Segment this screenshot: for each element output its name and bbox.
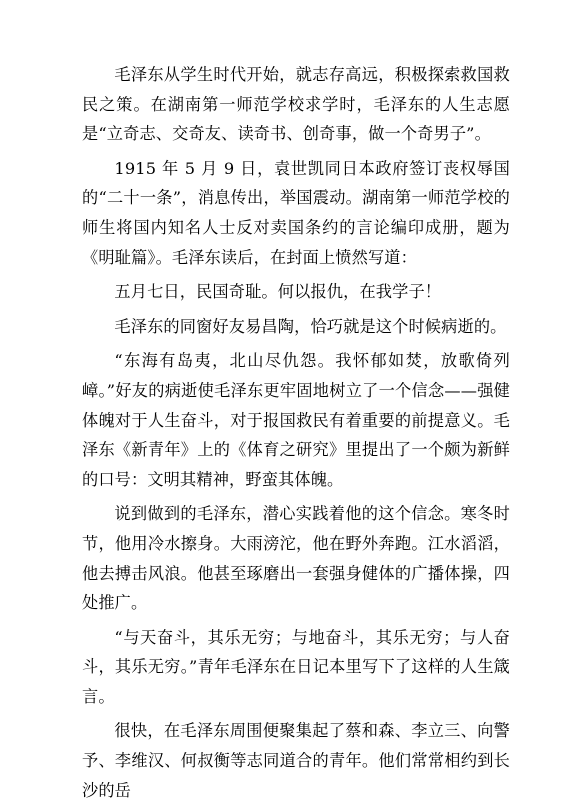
paragraph: 说到做到的毛泽东，潜心实践着他的这个信念。寒冬时节，他用冷水擦身。大雨滂沱，他在野外奔跑。江水滔滔，他去搏击风浪。他甚至琢磨出一套强身健体的广播体操，四处推广。 (82, 504, 510, 613)
document-body (82, 60, 510, 810)
paragraph: 毛泽东从学生时代开始，就志存高远，积极探索救国救民之策。在湖南第一师范学校求学时，毛泽东的人生志愿是“立奇志、交奇友、读奇书、创奇事，做一个奇男子”。 (82, 65, 510, 144)
paragraph: 毛泽东的同窗好友易昌陶，恰巧就是这个时候病逝的。 (114, 316, 507, 336)
paragraph: 五月七日，民国奇耻。何以报仇，在我学子！ (114, 282, 442, 302)
paragraph: 1915 年 5 月 9 日，袁世凯同日本政府签订丧权辱国的“二十一条”，消息传出，举国震动。湖南第一师范学校的师生将国内知名人士反对卖国条约的言论编印成册，题为《明耻篇》。毛泽东读后，在封面上愤然写道： (82, 158, 510, 267)
paragraph: “东海有岛夷，北山尽仇怨。我怀郁如焚，放歌倚列嶂。”好友的病逝使毛泽东更牢固地树立了一个信念——强健体魄对于人生奋斗，对于报国救民有着重要的前提意义。毛泽东《新青年》上的《体育之研究》里提出了一个颇为新鲜的口号：文明其精神，野蛮其体魄。 (82, 351, 510, 489)
paragraph: “与天奋斗，其乐无穷；与地奋斗，其乐无穷；与人奋斗，其乐无穷。”青年毛泽东在日记本里写下了这样的人生箴言。 (82, 627, 510, 706)
paragraph: 很快，在毛泽东周围便聚集起了蔡和森、李立三、向警予、李维汉、何叔衡等志同道合的青年。他们常常相约到长沙的岳 (82, 721, 510, 800)
